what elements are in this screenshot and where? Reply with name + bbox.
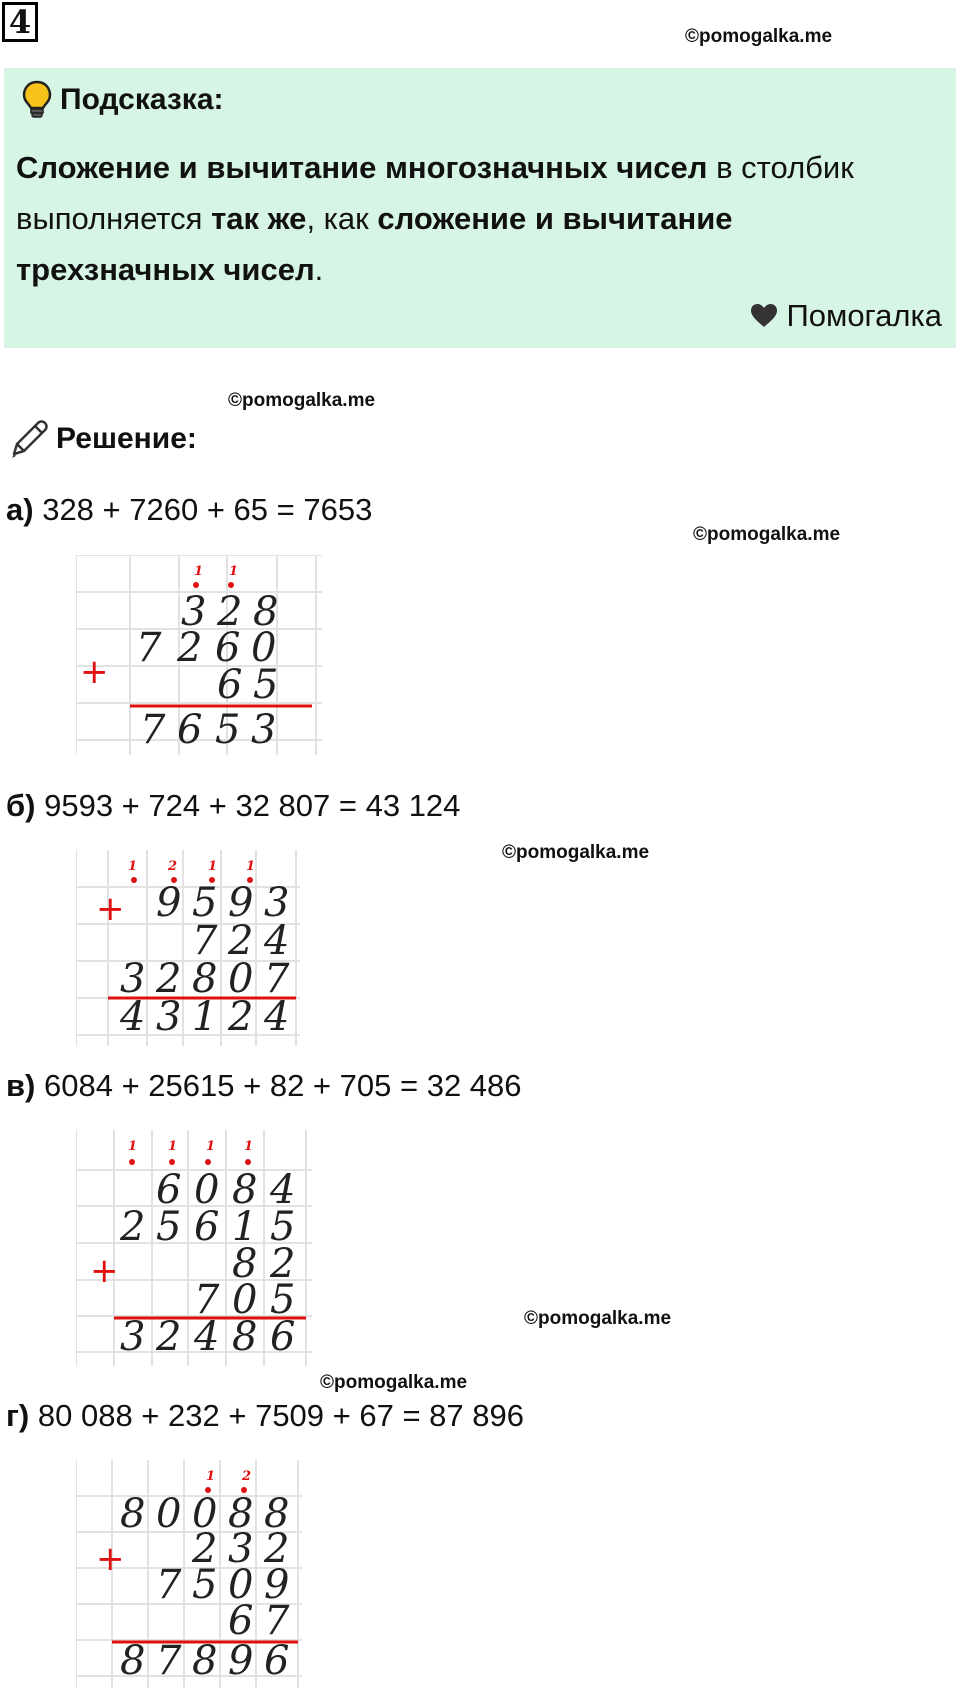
equation-c [6, 1068, 522, 1104]
addend-row: 3 [264, 880, 290, 926]
addend-row: 2 [228, 918, 254, 964]
result-row: 4 [194, 1314, 220, 1360]
addend-row: 5 [270, 1204, 296, 1250]
hint-signature-label: Помогалка [786, 298, 942, 333]
column-addition-c [76, 1130, 316, 1371]
watermark: ©pomogalka.me [685, 26, 833, 47]
addend-row: 9 [228, 880, 254, 926]
addend-row: 5 [253, 662, 279, 708]
carry-dot [169, 1159, 175, 1165]
addend-row: 9 [156, 880, 182, 926]
addend-row: 7 [194, 1277, 220, 1323]
carry-digit: 1 [168, 1139, 178, 1154]
hint-title-label: Подсказка: [60, 83, 224, 116]
carry-dot [131, 877, 137, 883]
equation-b [6, 788, 460, 824]
equation-text: 328 + 7260 + 65 = 7653 [42, 492, 373, 527]
result-row: 3 [156, 994, 182, 1040]
addend-row: 3 [120, 956, 146, 1002]
result-row: 2 [228, 994, 254, 1040]
carry-dot [193, 582, 199, 588]
addend-row: 6 [217, 662, 243, 708]
equation-label: б) [6, 788, 36, 823]
column-addition-a [76, 555, 322, 760]
addend-row: 2 [264, 1526, 290, 1572]
result-row: 7 [140, 707, 166, 753]
hint-box [4, 68, 956, 348]
addend-row: 5 [192, 1562, 218, 1608]
result-row: 5 [215, 707, 241, 753]
carry-digit: 1 [208, 859, 218, 874]
addend-row: 1 [232, 1204, 258, 1250]
addend-row: 5 [270, 1277, 296, 1323]
hint-bold-3: сложение и вычитание трехзначных чисел [16, 201, 733, 287]
pencil-icon [8, 418, 50, 460]
task-number: 4 [2, 2, 38, 42]
carry-digit: 2 [242, 1469, 252, 1484]
addend-row: 2 [217, 589, 243, 635]
result-row: 4 [264, 994, 290, 1040]
addend-row: 7 [192, 918, 218, 964]
hint-bold-1: Сложение и вычитание многозначных чисел [16, 150, 708, 185]
addend-row: 2 [120, 1204, 146, 1250]
column-addition-b [76, 850, 306, 1051]
equation-text: 80 088 + 232 + 7509 + 67 = 87 896 [37, 1398, 524, 1433]
result-row: 4 [120, 994, 146, 1040]
watermark: ©pomogalka.me [320, 1372, 468, 1393]
solution-title [8, 418, 197, 460]
carry-digit: 1 [246, 859, 256, 874]
plus-sign: + [96, 1539, 125, 1579]
result-row: 3 [251, 707, 277, 753]
addend-row: 8 [232, 1167, 258, 1213]
carry-digit: 1 [229, 564, 239, 579]
plus-sign: + [96, 889, 125, 929]
equation-text: 9593 + 724 + 32 807 = 43 124 [44, 788, 461, 823]
watermark: ©pomogalka.me [693, 524, 841, 545]
addend-row: 0 [228, 1562, 254, 1608]
addend-row: 9 [264, 1562, 290, 1608]
plus-sign: + [80, 652, 109, 692]
addend-row: 8 [192, 956, 218, 1002]
addend-row: 4 [270, 1167, 296, 1213]
addend-row: 5 [156, 1204, 182, 1250]
result-row: 8 [232, 1314, 258, 1360]
equation-label: а) [6, 492, 34, 527]
addend-row: 2 [177, 625, 203, 671]
result-row: 7 [156, 1638, 182, 1684]
addend-row: 3 [228, 1526, 254, 1572]
watermark: ©pomogalka.me [228, 390, 376, 411]
hint-text-2: , как [306, 201, 378, 236]
carry-digit: 1 [128, 859, 138, 874]
carry-digit: 2 [168, 859, 178, 874]
addend-row: 0 [156, 1491, 182, 1537]
addend-row: 6 [228, 1598, 254, 1644]
addend-row: 7 [264, 956, 290, 1002]
addend-row: 2 [270, 1241, 296, 1287]
addend-row: 8 [120, 1491, 146, 1537]
addend-row: 8 [264, 1491, 290, 1537]
addend-row: 8 [253, 589, 279, 635]
carry-dot [205, 1159, 211, 1165]
equation-a [6, 492, 372, 528]
addend-row: 6 [194, 1204, 220, 1250]
addend-row: 2 [156, 956, 182, 1002]
carry-digit: 1 [206, 1469, 216, 1484]
watermark: ©pomogalka.me [524, 1308, 672, 1329]
addend-row: 6 [215, 625, 241, 671]
result-row: 3 [120, 1314, 146, 1360]
hint-title [22, 80, 224, 120]
carry-digit: 1 [206, 1139, 216, 1154]
addend-row: 0 [192, 1491, 218, 1537]
addend-row: 6 [156, 1167, 182, 1213]
result-row: 2 [156, 1314, 182, 1360]
equation-text: 6084 + 25615 + 82 + 705 = 32 486 [44, 1068, 522, 1103]
carry-digit: 1 [244, 1139, 254, 1154]
carry-digit: 1 [128, 1139, 138, 1154]
column-addition-d [76, 1460, 306, 1693]
result-row: 1 [192, 994, 218, 1040]
result-row: 9 [228, 1638, 254, 1684]
hint-text [16, 142, 936, 295]
hint-signature [750, 298, 942, 334]
addend-row: 2 [192, 1526, 218, 1572]
hint-text-1: в столбик выполняется [16, 150, 854, 236]
carry-digit: 1 [194, 564, 204, 579]
carry-dot [245, 1159, 251, 1165]
addend-row: 4 [264, 918, 290, 964]
solution-title-label: Решение: [56, 422, 197, 455]
result-row: 8 [120, 1638, 146, 1684]
result-row: 6 [264, 1638, 290, 1684]
equation-label: г) [6, 1398, 30, 1433]
addend-row: 8 [228, 1491, 254, 1537]
plus-sign: + [90, 1251, 119, 1291]
carry-dot [228, 582, 234, 588]
result-row: 6 [177, 707, 203, 753]
watermark: ©pomogalka.me [502, 842, 650, 863]
addend-row: 0 [194, 1167, 220, 1213]
addend-row: 0 [251, 625, 277, 671]
addend-row: 8 [232, 1241, 258, 1287]
hint-bold-2: так же [211, 201, 307, 236]
equation-label: в) [6, 1068, 36, 1103]
carry-dot [129, 1159, 135, 1165]
result-row: 8 [192, 1638, 218, 1684]
equation-d [6, 1398, 524, 1434]
addend-row: 3 [181, 589, 207, 635]
addend-row: 5 [192, 880, 218, 926]
result-row: 6 [270, 1314, 296, 1360]
addend-row: 0 [232, 1277, 258, 1323]
lightbulb-icon [22, 80, 52, 120]
addend-row: 7 [156, 1562, 182, 1608]
heart-icon [750, 303, 778, 329]
hint-text-3: . [314, 252, 324, 287]
addend-row: 0 [228, 956, 254, 1002]
addend-row: 7 [136, 625, 162, 671]
addend-row: 7 [264, 1598, 290, 1644]
